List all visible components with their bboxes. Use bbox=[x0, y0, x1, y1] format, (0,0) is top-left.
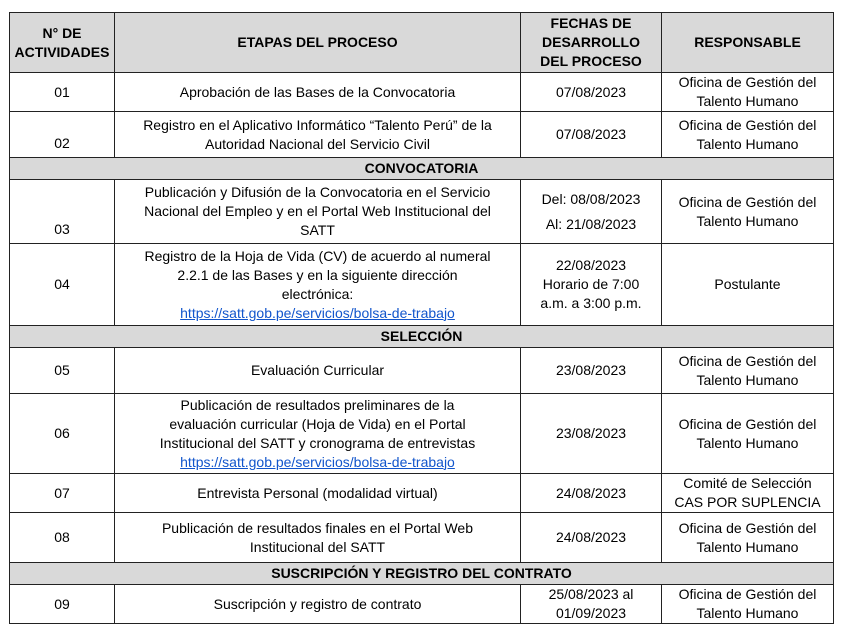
section-title: SELECCIÓN bbox=[10, 326, 834, 348]
date-cell: 23/08/2023 bbox=[521, 394, 662, 474]
responsible-cell: Oficina de Gestión del Talento Humano bbox=[662, 180, 834, 244]
job-board-link[interactable]: https://satt.gob.pe/servicios/bolsa-de-trabajo bbox=[180, 453, 455, 470]
table-row bbox=[10, 348, 834, 394]
date-cell: 25/08/2023 al 01/09/2023 bbox=[521, 585, 662, 624]
section-row-seleccion bbox=[10, 326, 834, 348]
section-title: SUSCRIPCIÓN Y REGISTRO DEL CONTRATO bbox=[10, 563, 834, 585]
responsible-cell: Comité de Selección CAS POR SUPLENCIA bbox=[662, 474, 834, 513]
table-row bbox=[10, 474, 834, 513]
table-row bbox=[10, 585, 834, 624]
table-row bbox=[10, 513, 834, 563]
responsible-cell: Oficina de Gestión del Talento Humano bbox=[662, 348, 834, 394]
stage-cell: Aprobación de las Bases de la Convocatoria bbox=[115, 73, 521, 112]
date-cell: Del: 08/08/2023 Al: 21/08/2023 bbox=[521, 180, 662, 244]
header-stage: ETAPAS DEL PROCESO bbox=[115, 13, 521, 73]
responsible-cell: Oficina de Gestión del Talento Humano bbox=[662, 112, 834, 158]
date-cell: 23/08/2023 bbox=[521, 348, 662, 394]
activity-number: 08 bbox=[10, 513, 115, 563]
date-cell: 07/08/2023 bbox=[521, 112, 662, 158]
stage-cell: Entrevista Personal (modalidad virtual) bbox=[115, 474, 521, 513]
responsible-cell: Oficina de Gestión del Talento Humano bbox=[662, 73, 834, 112]
stage-cell: Registro de la Hoja de Vida (CV) de acuerdo al numeral 2.2.1 de las Bases y en la siguiente dirección electrónica: https://satt.gob.pe/servicios/bolsa-de-trabajo bbox=[115, 244, 521, 326]
table-row bbox=[10, 244, 834, 326]
section-row-contrato bbox=[10, 563, 834, 585]
stage-cell: Evaluación Curricular bbox=[115, 348, 521, 394]
schedule-table bbox=[9, 12, 834, 624]
table-row bbox=[10, 394, 834, 474]
activity-number: 07 bbox=[10, 474, 115, 513]
stage-cell: Registro en el Aplicativo Informático “Talento Perú” de la Autoridad Nacional del Servicio Civil bbox=[115, 112, 521, 158]
date-cell: 24/08/2023 bbox=[521, 474, 662, 513]
header-row bbox=[10, 13, 834, 73]
header-activity-number: N° DE ACTIVIDADES bbox=[10, 13, 115, 73]
activity-number: 02 bbox=[10, 112, 115, 158]
date-cell: 24/08/2023 bbox=[521, 513, 662, 563]
activity-number: 06 bbox=[10, 394, 115, 474]
activity-number: 09 bbox=[10, 585, 115, 624]
table-row bbox=[10, 112, 834, 158]
responsible-cell: Oficina de Gestión del Talento Humano bbox=[662, 394, 834, 474]
activity-number: 05 bbox=[10, 348, 115, 394]
stage-cell: Publicación y Difusión de la Convocatoria en el Servicio Nacional del Empleo y en el Portal Web Institucional del SATT bbox=[115, 180, 521, 244]
stage-cell: Publicación de resultados preliminares de la evaluación curricular (Hoja de Vida) en el Portal Institucional del SATT y cronograma de entrevistas https://satt.gob.pe/servicios/bolsa-de-trabajo bbox=[115, 394, 521, 474]
header-dates: FECHAS DE DESARROLLO DEL PROCESO bbox=[521, 13, 662, 73]
job-board-link[interactable]: https://satt.gob.pe/servicios/bolsa-de-trabajo bbox=[180, 304, 455, 321]
section-title: CONVOCATORIA bbox=[10, 158, 834, 180]
stage-cell: Suscripción y registro de contrato bbox=[115, 585, 521, 624]
table-row bbox=[10, 73, 834, 112]
responsible-cell: Oficina de Gestión del Talento Humano bbox=[662, 585, 834, 624]
table-row bbox=[10, 180, 834, 244]
responsible-cell: Oficina de Gestión del Talento Humano bbox=[662, 513, 834, 563]
stage-cell: Publicación de resultados finales en el Portal Web Institucional del SATT bbox=[115, 513, 521, 563]
activity-number: 04 bbox=[10, 244, 115, 326]
date-cell: 07/08/2023 bbox=[521, 73, 662, 112]
responsible-cell: Postulante bbox=[662, 244, 834, 326]
activity-number: 01 bbox=[10, 73, 115, 112]
activity-number: 03 bbox=[10, 180, 115, 244]
date-cell: 22/08/2023 Horario de 7:00 a.m. a 3:00 p.m. bbox=[521, 244, 662, 326]
header-responsible: RESPONSABLE bbox=[662, 13, 834, 73]
section-row-convocatoria bbox=[10, 158, 834, 180]
